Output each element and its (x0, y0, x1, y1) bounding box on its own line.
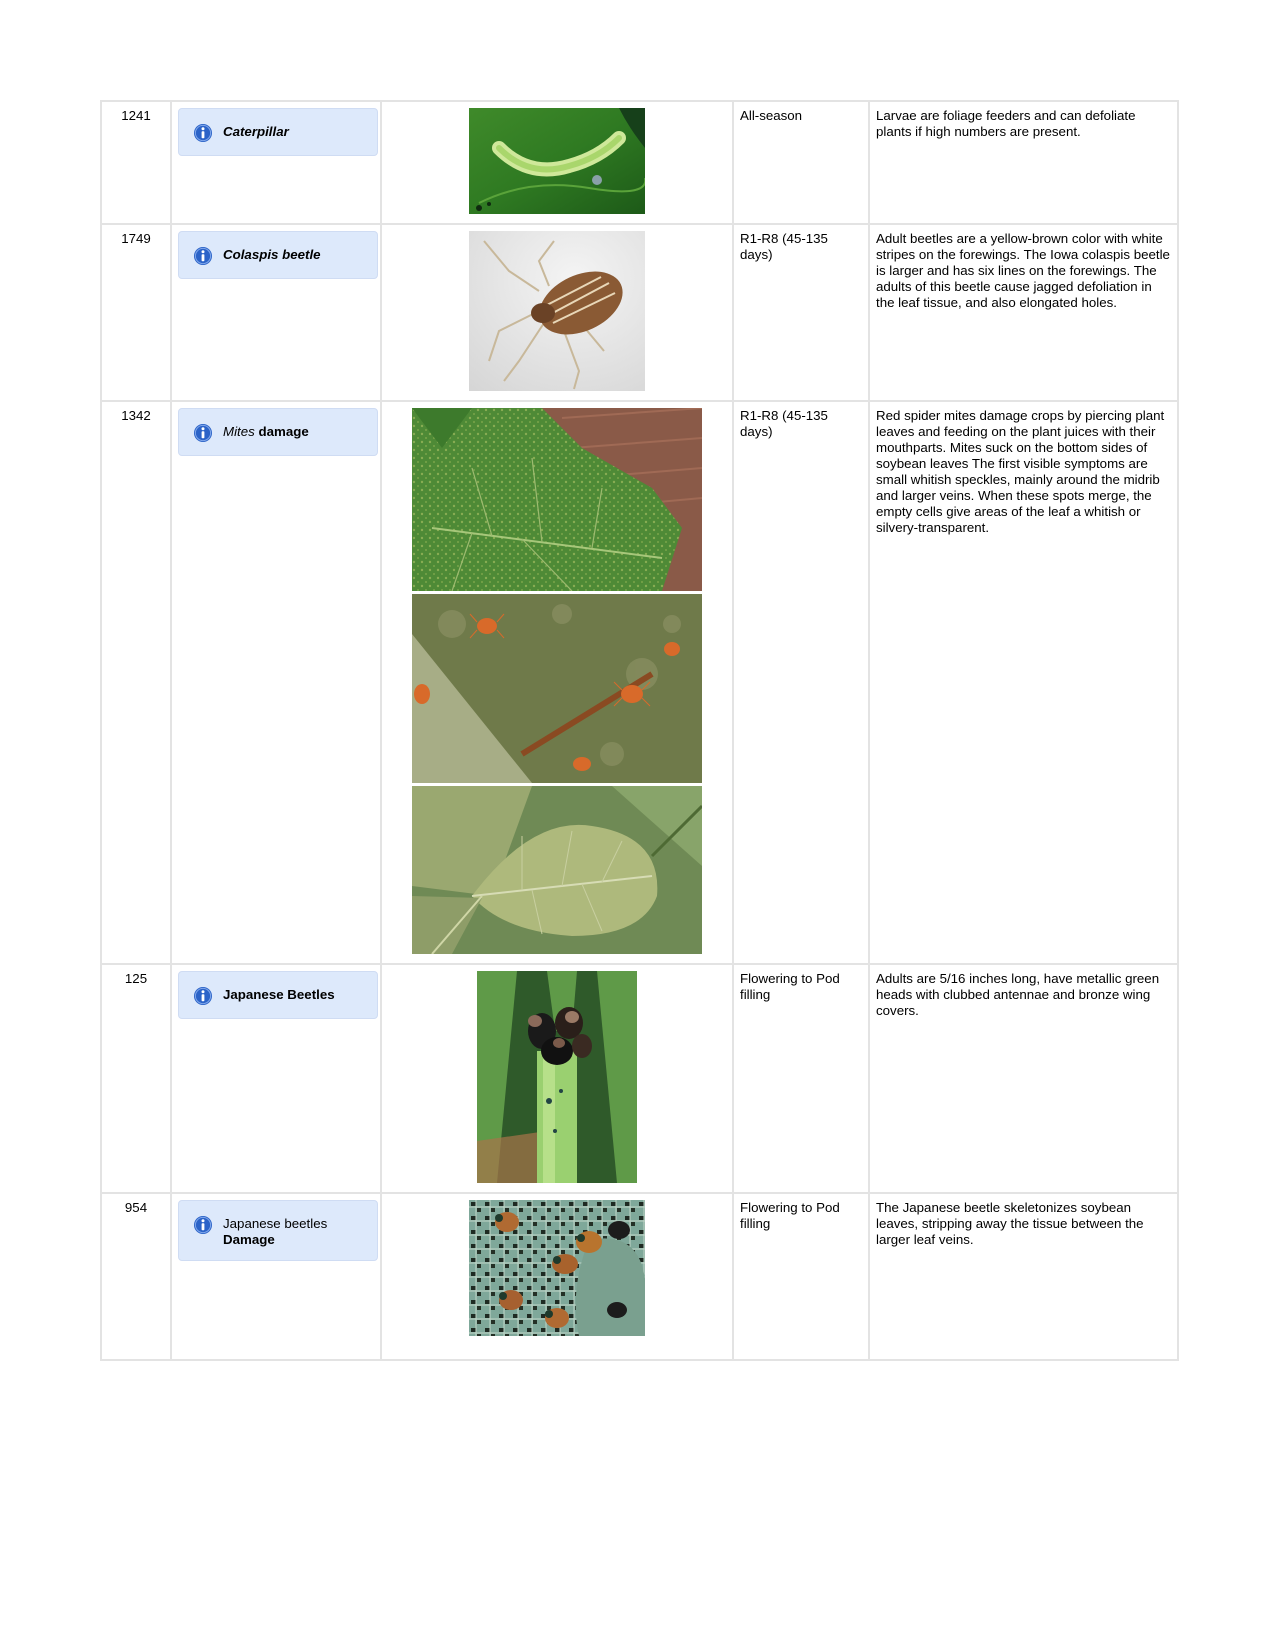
pest-description: The Japanese beetle skeletonizes soybean leaves, stripping away the tissue between the larger leaf veins. (869, 1193, 1178, 1360)
japanese-beetle-damage-photo (469, 1200, 645, 1336)
pest-id: 1342 (101, 401, 171, 964)
pest-name-line2: Damage (223, 1232, 275, 1247)
pest-description: Adult beetles are a yellow-brown color with white stripes on the forewings. The Iowa colaspis beetle is larger and has six lines on the forewings. The adults of this beetle cause jagged defoliation in the leaf tissue, and also elongated holes. (869, 224, 1178, 401)
pest-id: 1241 (101, 101, 171, 224)
growth-stage: R1-R8 (45-135 days) (733, 401, 869, 964)
pest-name-cell (171, 1193, 381, 1360)
pest-name (223, 1214, 327, 1248)
japanese-beetles-photo (477, 971, 637, 1183)
info-icon[interactable] (193, 123, 213, 143)
table-row (101, 224, 1178, 401)
info-icon[interactable] (193, 246, 213, 266)
pest-name-chip[interactable] (178, 971, 378, 1019)
pest-description: Larvae are foliage feeders and can defoliate plants if high numbers are present. (869, 101, 1178, 224)
pest-name-chip[interactable] (178, 108, 378, 156)
pest-id: 125 (101, 964, 171, 1193)
pest-name-line1: Japanese beetles (223, 1216, 328, 1231)
pest-name-chip[interactable] (178, 1200, 378, 1261)
pest-name: Colaspis beetle (223, 247, 321, 262)
colaspis-beetle-photo (469, 231, 645, 391)
pest-name-chip[interactable] (178, 231, 378, 279)
growth-stage: All-season (733, 101, 869, 224)
growth-stage: R1-R8 (45-135 days) (733, 224, 869, 401)
pest-name-italic: Mites (223, 424, 255, 439)
pest-image-cell (381, 1193, 733, 1360)
pest-image-cell (381, 224, 733, 401)
pest-name-cell (171, 224, 381, 401)
mite-damaged-trifoliate-photo (412, 786, 702, 954)
pest-id: 1749 (101, 224, 171, 401)
caterpillar-photo (469, 108, 645, 214)
pest-name-cell (171, 964, 381, 1193)
growth-stage: Flowering to Pod filling (733, 1193, 869, 1360)
pest-description: Red spider mites damage crops by piercing plant leaves and feeding on the plant juices with their mouthparts. Mites suck on the bottom sides of soybean leaves The first visible symptoms are small whitish speckles, mainly around the midrib and larger veins. When these spots merge, the empty cells give areas of the leaf a whitish or silvery-transparent. (869, 401, 1178, 964)
table-row (101, 1193, 1178, 1360)
table-row (101, 964, 1178, 1193)
pest-name: Japanese Beetles (223, 987, 335, 1002)
pest-name-bold: damage (258, 424, 309, 439)
pest-name: Caterpillar (223, 124, 289, 139)
pest-description: Adults are 5/16 inches long, have metallic green heads with clubbed antennae and bronze wing covers. (869, 964, 1178, 1193)
pest-image-cell (381, 964, 733, 1193)
pest-name-chip[interactable] (178, 408, 378, 456)
growth-stage: Flowering to Pod filling (733, 964, 869, 1193)
mite-damaged-leaf-photo (412, 408, 702, 591)
info-icon[interactable] (193, 986, 213, 1006)
info-icon[interactable] (193, 423, 213, 443)
red-spider-mites-photo (412, 594, 702, 783)
pest-image-cell (381, 101, 733, 224)
pest-name-cell (171, 101, 381, 224)
info-icon[interactable] (193, 1215, 213, 1235)
pest-image-cell (381, 401, 733, 964)
pest-name-cell (171, 401, 381, 964)
table-row (101, 401, 1178, 964)
pest-table (100, 100, 1179, 1361)
pest-id: 954 (101, 1193, 171, 1360)
table-row (101, 101, 1178, 224)
pest-name (223, 422, 309, 440)
